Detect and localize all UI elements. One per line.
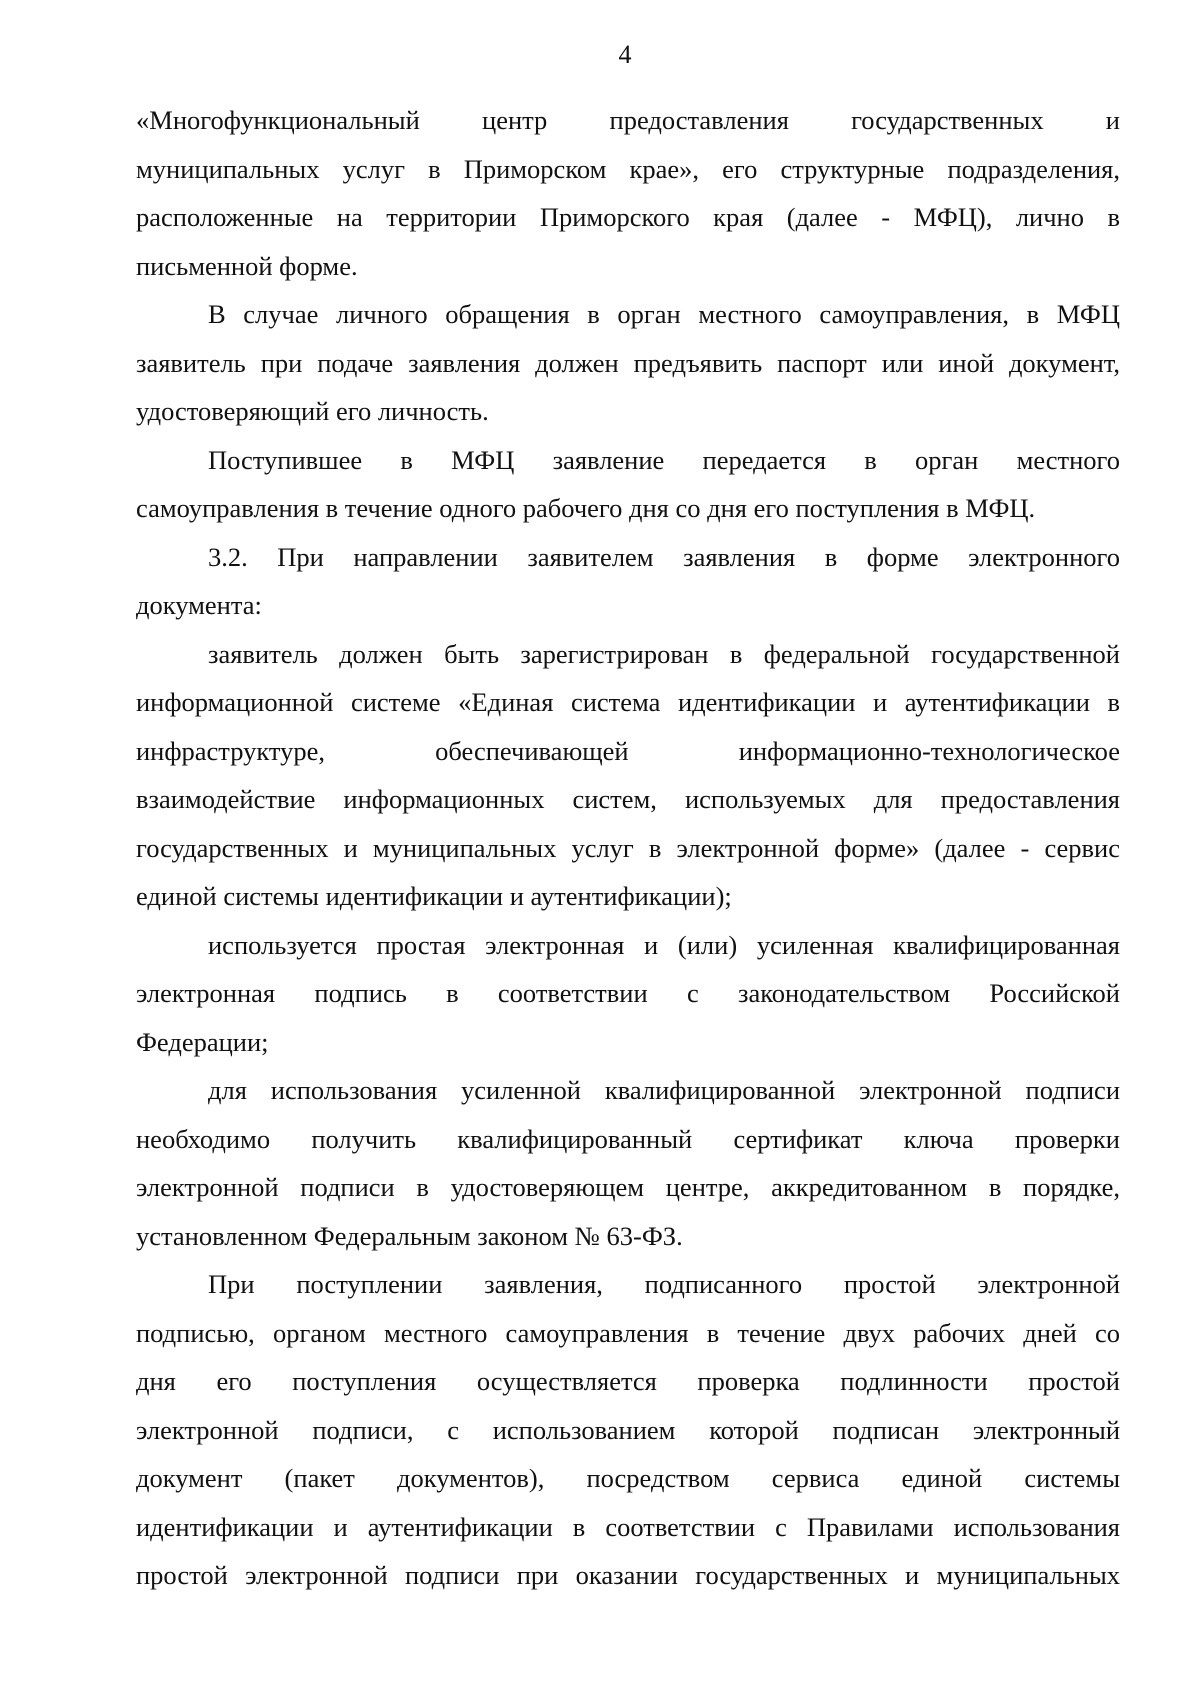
text-line: самоуправления в течение одного рабочего дня со дня его поступления в МФЦ. [136,493,1036,523]
text-line: муниципальных услуг в Приморском крае», его структурные подразделения, [136,153,1120,184]
text-line: используется простая электронная и (или) усиленная квалифицированная [208,929,1120,960]
text-line: идентификации и аутентификации в соответствии с Правилами использования [136,1511,1120,1542]
text-line: взаимодействие информационных систем, используемых для предоставления [136,784,1120,814]
page-number: 4 [618,40,632,69]
text-line: электронной подписи, с использованием которой подписан электронный [136,1414,1120,1445]
text-line: заявитель должен быть зарегистрирован в федеральной государственной [208,638,1120,669]
text-line: единой системы идентификации и аутентификации); [136,881,732,911]
paragraph [136,96,1120,290]
paragraph [136,533,1120,630]
text-line: установленном Федеральным законом № 63-ФЗ. [136,1220,683,1251]
text-line: В случае личного обращения в орган местного самоуправления, в МФЦ [208,299,1120,329]
text-line: подписью, органом местного самоуправления в течение двух рабочих дней со [136,1317,1120,1348]
text-line: для использования усиленной квалифицированной электронной подписи [208,1075,1120,1105]
text-line: инфраструктуре, обеспечивающей информационно-технологическое [136,735,1120,766]
text-line: информационной системе «Единая система идентификации и аутентификации в [136,687,1120,717]
text-line: письменной форме. [136,250,358,281]
text-line: дня его поступления осуществляется проверка подлинности простой [136,1366,1120,1396]
text-line: расположенные на территории Приморского края (далее - МФЦ), лично в [136,202,1120,232]
text-line: государственных и муниципальных услуг в электронной форме» (далее - сервис [136,832,1120,863]
text-line: «Многофункциональный центр предоставления государственных и [136,105,1120,135]
paragraph [136,630,1120,921]
text-line: Федерации; [136,1026,269,1057]
text-line: электронной подписи в удостоверяющем центре, аккредитованном в порядке, [136,1172,1120,1202]
paragraph [136,290,1120,436]
paragraph [136,436,1120,533]
document-body [136,96,1120,1600]
text-line: электронная подпись в соответствии с законодательством Российской [136,978,1120,1008]
text-line: документа: [136,590,262,620]
paragraph [136,921,1120,1067]
text-line: заявитель при подаче заявления должен предъявить паспорт или иной документ, [136,347,1120,378]
text-line: Поступившее в МФЦ заявление передается в орган местного [208,444,1120,475]
text-line: При поступлении заявления, подписанного простой электронной [208,1269,1120,1299]
text-line: удостоверяющий его личность. [136,396,489,426]
text-line: документ (пакет документов), посредством сервиса единой системы [136,1463,1120,1493]
text-line: необходимо получить квалифицированный сертификат ключа проверки [136,1123,1120,1154]
text-line: простой электронной подписи при оказании государственных и муниципальных [136,1560,1120,1590]
paragraph [136,1260,1120,1600]
text-line: 3.2. При направлении заявителем заявления в форме электронного [208,541,1120,572]
paragraph [136,1066,1120,1260]
